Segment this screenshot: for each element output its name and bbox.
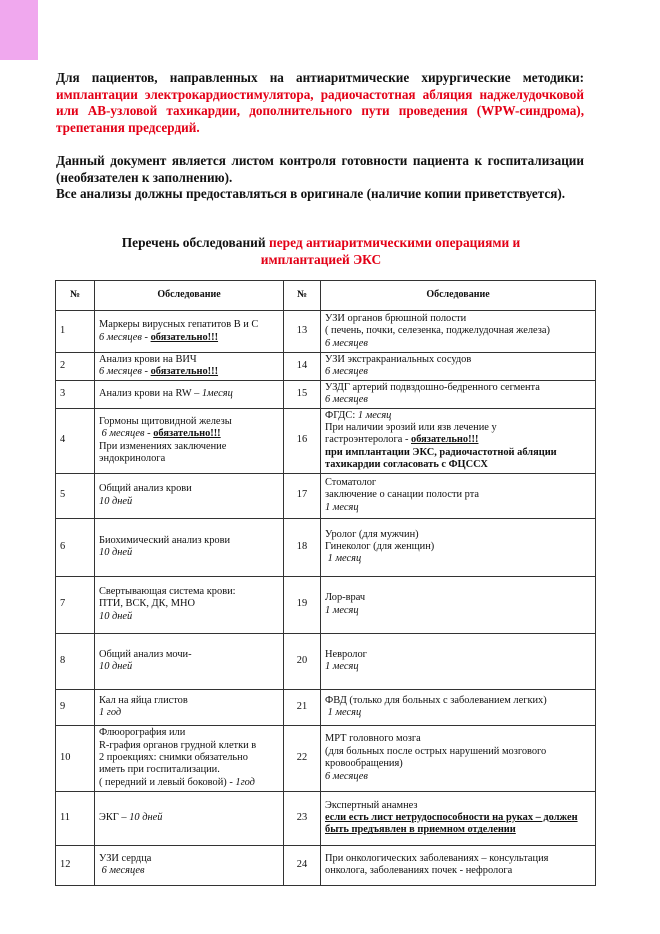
separator: -	[144, 428, 154, 440]
exam-title: УЗИ органов брюшной полости	[325, 312, 467, 324]
list-title	[96, 234, 546, 268]
exam-detail: ( передний и левый боковой) -	[99, 776, 236, 788]
exam-title: Невролог	[325, 648, 367, 660]
intro-block	[56, 70, 584, 203]
row-number: 10	[56, 725, 95, 791]
row-number: 7	[56, 576, 95, 633]
table-row	[56, 353, 596, 381]
exam-cell	[321, 633, 596, 689]
exam-title: УЗДГ артерий подвздошно-бедренного сегмента	[325, 381, 540, 393]
exam-title: УЗИ сердца	[99, 852, 152, 864]
validity: 10 дней	[99, 610, 133, 622]
table-row	[56, 408, 596, 473]
exam-detail: (для больных после острых нарушений мозгового кровообращения)	[325, 745, 547, 770]
table-row	[56, 845, 596, 885]
row-number: 8	[56, 633, 95, 689]
exam-cell	[95, 380, 284, 408]
intro-paragraph-2: Данный документ является листом контроля готовности пациента к госпитализации (необязателен к заполнению).	[56, 153, 584, 185]
exam-title: Анализ крови на ВИЧ	[99, 354, 197, 365]
table-header-row	[56, 281, 596, 311]
table-row	[56, 633, 596, 689]
exam-cell	[321, 518, 596, 576]
intro-text: Для пациентов, направленных на антиаритмические хирургические методики:	[56, 70, 584, 85]
exam-title: Анализ крови на RW –	[99, 388, 202, 400]
row-number: 22	[284, 725, 321, 791]
exams-table	[55, 280, 596, 886]
row-number: 9	[56, 689, 95, 725]
header-exam: Обследование	[321, 281, 596, 311]
validity: 10 дней	[99, 547, 133, 559]
exam-cell	[321, 689, 596, 725]
row-number: 17	[284, 473, 321, 518]
exam-cell	[321, 408, 596, 473]
exam-detail: заключение о санации полости рта	[325, 489, 479, 501]
row-number: 5	[56, 473, 95, 518]
validity: 6 месяцев	[101, 865, 145, 877]
exam-title: Биохимический анализ крови	[99, 534, 231, 546]
validity: 6 месяцев	[325, 770, 368, 782]
validity: 10 дней	[99, 661, 133, 673]
validity: 1 месяц	[325, 661, 359, 673]
exam-title: Общий анализ крови	[99, 483, 192, 495]
separator: -	[141, 366, 151, 378]
mandatory-note: обязательно!!!	[150, 366, 219, 378]
exam-cell	[95, 473, 284, 518]
row-number: 14	[284, 353, 321, 381]
table-row	[56, 791, 596, 845]
mandatory-note: обязательно!!!	[153, 428, 221, 440]
exam-title: УЗИ экстракраниальных сосудов	[325, 354, 472, 365]
exam-cell	[321, 353, 596, 381]
table-row	[56, 518, 596, 576]
row-number: 18	[284, 518, 321, 576]
exam-title: Уролог (для мужчин)	[325, 528, 419, 540]
exam-cell	[321, 311, 596, 353]
header-num: №	[56, 281, 95, 311]
mandatory-note: обязательно!!!	[411, 434, 479, 446]
exam-title: ФГДС:	[325, 409, 358, 421]
exam-title: МРТ головного мозга	[325, 733, 421, 745]
exam-cell	[321, 845, 596, 885]
validity: 1 месяц	[325, 604, 359, 616]
validity: 1 месяц	[325, 501, 359, 513]
intro-paragraph-1	[56, 70, 584, 136]
row-number: 15	[284, 380, 321, 408]
validity: 1 месяц	[357, 409, 392, 421]
row-number: 2	[56, 353, 95, 381]
row-number: 1	[56, 311, 95, 353]
intro-procedures: имплантации электрокардиостимулятора, радиочастотная абляция наджелудочковой или АВ-узловой тахикардии, дополнительного пути проведения (WPW-синдрома), трепетания предсердий.	[56, 86, 584, 135]
table-row	[56, 473, 596, 518]
exam-cell	[95, 725, 284, 791]
pink-corner-tab	[0, 0, 38, 60]
row-number: 3	[56, 380, 95, 408]
row-number: 4	[56, 408, 95, 473]
exam-detail: R-графия органов грудной клетки в	[99, 739, 257, 751]
table-row	[56, 576, 596, 633]
validity: 1 месяц	[327, 707, 362, 719]
table-row	[56, 311, 596, 353]
list-title-text: Перечень обследований	[121, 235, 266, 250]
exam-cell	[95, 353, 284, 381]
validity: 6 месяцев	[99, 366, 142, 378]
exam-cell	[321, 576, 596, 633]
row-number: 11	[56, 791, 95, 845]
list-title-red: перед антиаритмическими операциями и имплантацией ЭКС	[260, 235, 521, 267]
exam-title: Стоматолог	[325, 477, 377, 489]
exam-detail: 2 проекциях: снимки обязательно	[99, 751, 248, 763]
table-row	[56, 380, 596, 408]
exam-detail: эндокринолога	[99, 453, 166, 465]
exam-cell	[95, 791, 284, 845]
intro-paragraph-3: Все анализы должны предоставляться в оригинале (наличие копии приветствуется).	[56, 186, 566, 201]
exam-title: Флюорография или	[99, 727, 186, 739]
exam-detail: Гинеколог (для женщин)	[325, 540, 435, 552]
exam-detail: При изменениях заключение	[99, 440, 227, 452]
row-number: 21	[284, 689, 321, 725]
ecs-note: при имплантации ЭКС, радиочастотной абляции тахикардии согласовать с ФЦССХ	[325, 446, 557, 471]
exam-cell	[321, 791, 596, 845]
exam-cell	[95, 311, 284, 353]
sick-leave-note: если есть лист нетрудоспособности на руках – должен быть предъявлен в приемном отделении	[325, 811, 578, 836]
exam-title: Кал на яйца глистов	[99, 694, 188, 706]
mandatory-note: обязательно!!!	[150, 331, 219, 343]
exam-cell	[95, 845, 284, 885]
exam-title: Лор-врач	[325, 592, 366, 604]
validity: 1год	[235, 776, 255, 788]
row-number: 13	[284, 311, 321, 353]
exam-detail: иметь при госпитализации.	[99, 764, 220, 776]
exam-title: При онкологических заболеваниях – консультация онколога, заболеваниях почек - нефролога	[325, 852, 549, 877]
validity: 6 месяцев	[325, 366, 368, 378]
exam-title: ЭКГ –	[99, 811, 130, 823]
header-exam: Обследование	[95, 281, 284, 311]
table-row	[56, 689, 596, 725]
exam-title: Свертывающая система крови:	[99, 586, 236, 598]
row-number: 12	[56, 845, 95, 885]
exam-cell	[95, 689, 284, 725]
exam-detail: При наличии эрозий или язв лечение у	[325, 422, 497, 434]
validity: 1месяц	[201, 388, 233, 400]
validity: 6 месяцев	[101, 428, 145, 440]
validity: 6 месяцев	[325, 337, 368, 349]
table-row	[56, 725, 596, 791]
exam-detail: ПТИ, ВСК, ДК, МНО	[99, 598, 195, 610]
row-number: 19	[284, 576, 321, 633]
row-number: 6	[56, 518, 95, 576]
validity: 1 месяц	[327, 553, 362, 565]
validity: 10 дней	[129, 811, 163, 823]
exam-cell	[95, 408, 284, 473]
exam-title: Общий анализ мочи-	[99, 648, 192, 660]
validity: 6 месяцев	[325, 394, 368, 406]
row-number: 20	[284, 633, 321, 689]
validity: 6 месяцев	[99, 331, 142, 343]
exam-cell	[321, 380, 596, 408]
header-num: №	[284, 281, 321, 311]
row-number: 16	[284, 408, 321, 473]
exam-cell	[95, 518, 284, 576]
exam-detail: ( печень, почки, селезенка, поджелудочная железа)	[325, 325, 550, 337]
exam-title: ФВД (только для больных с заболеванием легких)	[325, 694, 547, 706]
exam-cell	[95, 576, 284, 633]
row-number: 24	[284, 845, 321, 885]
exam-detail: гастроэнтеролога -	[325, 434, 412, 446]
exam-title: Гормоны щитовидной железы	[99, 415, 232, 427]
exam-title: Экспертный анамнез	[325, 799, 418, 811]
exam-cell	[321, 473, 596, 518]
validity: 10 дней	[99, 495, 133, 507]
exam-title: Маркеры вирусных гепатитов В и С	[99, 319, 259, 331]
separator: -	[141, 331, 151, 343]
exam-cell	[321, 725, 596, 791]
exam-cell	[95, 633, 284, 689]
validity: 1 год	[99, 707, 122, 719]
row-number: 23	[284, 791, 321, 845]
